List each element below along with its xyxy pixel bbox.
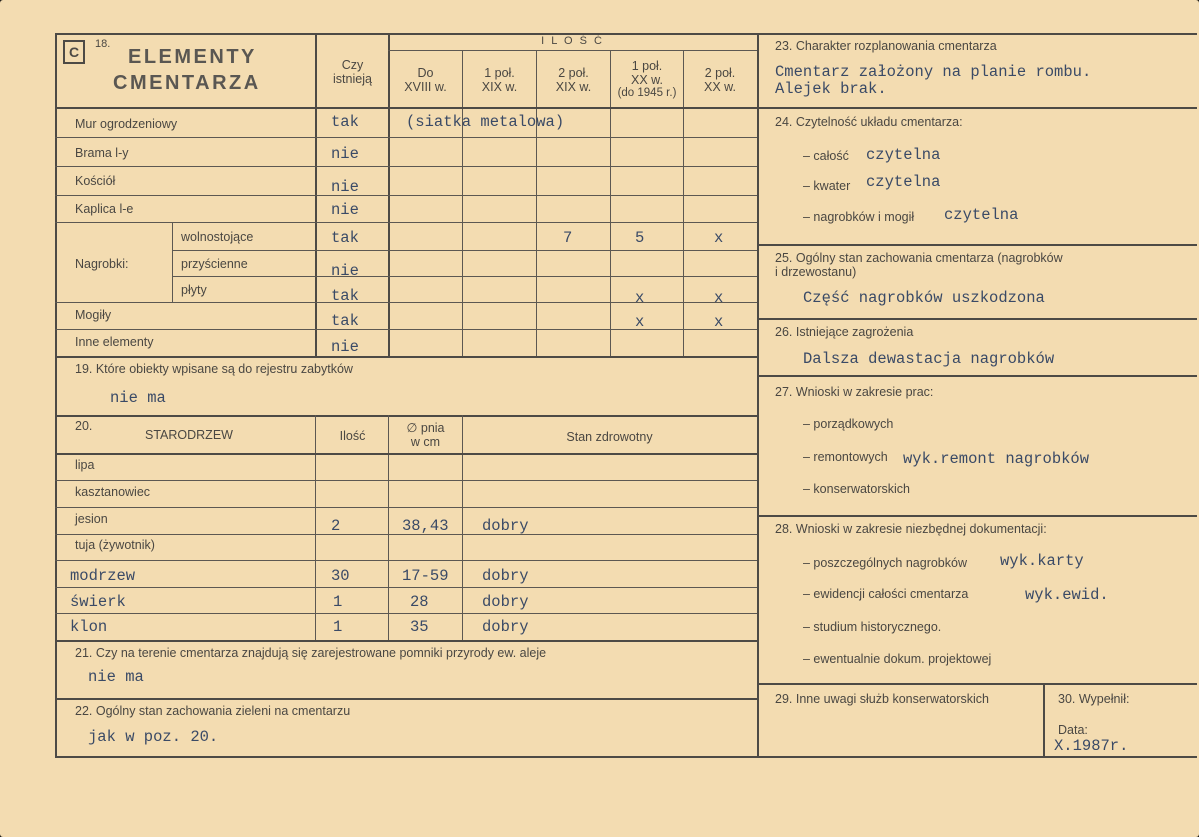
s18-col-2 [462,50,463,357]
s18-title-line1: ELEMENTY [128,46,257,68]
tree-name: modrzew [70,567,136,585]
s19-top [55,356,757,358]
s18-title-line2: CMENTARZA [113,72,261,94]
col1-header-l2: XVIII w. [404,80,447,94]
czy-header-l1: Czy [341,58,364,72]
s21-top [55,640,757,642]
s28-b-label: – ewidencji całości cmentarza [803,587,969,601]
s27-b-value: wyk.remont nagrobków [903,450,1090,468]
s28-d-label: – ewentualnie dokum. projektowej [803,652,992,666]
s20-row-line [55,560,757,561]
kaplica-label: Kaplica l-e [75,202,134,216]
plyty-value: tak [331,287,359,305]
tree-name: kasztanowiec [75,485,151,499]
czy-header-l2: istnieją [333,72,372,86]
s20-head-diam1: ∅ pnia [406,421,445,435]
panel-divider [757,33,759,758]
wolnostojace-value: tak [331,229,359,247]
tree-name: lipa [75,458,95,472]
s20-head-state: Stan zdrowotny [566,430,653,444]
s26-label: 26. Istniejące zagrożenia [775,325,914,339]
col3-header-l1: 2 poł. [558,66,589,80]
brama-value: nie [331,145,359,163]
s23-label: 23. Charakter rozplanowania cmentarza [775,39,997,53]
mur-value: tak [331,113,359,131]
wolnostojace-col5: x [714,229,724,247]
tree-name: świerk [70,593,126,611]
kaplica-value: nie [331,201,359,219]
inne-value: nie [331,338,359,356]
kosciol-value: nie [331,178,359,196]
s18-row-line [172,250,757,251]
inne-label: Inne elementy [75,335,154,349]
s22-label: 22. Ogólny stan zachowania zieleni na cmentarzu [75,704,351,718]
s19-value: nie ma [110,389,166,407]
s20-head-bottom [55,453,757,455]
tree-state: dobry [482,593,529,611]
s18-row-line [55,222,757,223]
col4-header-l3: (do 1945 r.) [617,87,677,99]
mogily-label: Mogiły [75,308,112,322]
nagrobki-label: Nagrobki: [75,257,129,271]
tree-diam: 35 [410,618,429,636]
s20-number: 20. [75,419,93,433]
s20-head-diam2: w cm [410,435,441,449]
przyscienne-value: nie [331,262,359,280]
tree-qty: 2 [331,517,341,535]
mogily-value: tak [331,312,359,330]
tree-name: tuja (żywotnik) [75,538,155,552]
s28-a-label: – poszczególnych nagrobków [803,556,967,570]
s24-a-value: czytelna [866,146,941,164]
s18-row-line [172,276,757,277]
s20-head-name: STARODRZEW [145,428,233,442]
plyty-label: płyty [181,283,207,297]
s20-col-qty [315,415,316,640]
mogily-col5: x [714,313,724,331]
s25-label-2: i drzewostanu) [775,265,857,279]
s24-b-label: – kwater [803,179,851,193]
mur-note: (siatka metalowa) [406,113,565,131]
s20-row-line [55,507,757,508]
tree-qty: 1 [333,618,343,636]
kosciol-label: Kościół [75,174,116,188]
s20-row-line [55,480,757,481]
section-c-box: C [63,40,85,64]
s24-c-label: – nagrobków i mogił [803,210,915,224]
s28-c-label: – studium historycznego. [803,620,942,634]
s18-row-line [55,195,757,196]
s20-head-qty: Ilość [339,429,366,443]
s24-c-value: czytelna [944,206,1019,224]
tree-diam: 38,43 [402,517,449,535]
s21-label: 21. Czy na terenie cmentarza znajdują się zarejestrowane pomniki przyrody ew. aleje [75,646,547,660]
brama-label: Brama l-y [75,146,129,160]
s18-ilosc-underline [388,50,757,51]
s18-row-line [55,302,757,303]
tree-state: dobry [482,567,529,585]
s22-top [55,698,757,700]
s26-bottom [757,375,1197,377]
col2-header-l2: XIX w. [481,80,518,94]
tree-state: dobry [482,618,529,636]
s21-value: nie ma [88,668,144,686]
plyty-col5: x [714,289,724,307]
s30-date-label: Data: [1058,723,1088,737]
tree-name: klon [70,618,108,636]
mogily-col4: x [635,313,645,331]
s23-line1: Cmentarz założony na planie rombu. [775,63,1092,81]
s19-label: 19. Które obiekty wpisane są do rejestru zabytków [75,362,353,376]
frame-bottom [55,756,1197,758]
nagrobki-divider [172,222,173,302]
s30-date-value: X.1987r. [1054,737,1129,755]
s25-value: Część nagrobków uszkodzona [803,289,1045,307]
tree-qty: 30 [331,567,350,585]
col4-header-l1: 1 poł. [631,59,663,73]
ilosc-header: I L O Ś Ć [541,35,604,47]
s22-value: jak w poz. 20. [88,728,219,746]
s29-s30-divider [1043,683,1045,758]
s24-a-label: – całość [803,149,849,163]
tree-state: dobry [482,517,529,535]
s20-row-line [55,587,757,588]
s28-label: 28. Wnioski w zakresie niezbędnej dokumentacji: [775,522,1047,536]
wolnostojace-col3: 7 [563,229,573,247]
tree-diam: 17-59 [402,567,449,585]
s28-a-value: wyk.karty [1000,552,1084,570]
s23-bottom [757,107,1197,109]
s18-row-line [55,329,757,330]
wolnostojace-label: wolnostojące [181,230,254,244]
tree-diam: 28 [410,593,429,611]
s24-bottom [757,244,1197,246]
s28-bottom [757,683,1197,685]
col3-header-l2: XIX w. [555,80,592,94]
s30-label: 30. Wypełnił: [1058,692,1130,706]
plyty-col4: x [635,289,645,307]
wolnostojace-col4: 5 [635,229,645,247]
s24-b-value: czytelna [866,173,941,191]
col1-header-l1: Do [417,66,434,80]
col5-header-l1: 2 poł. [704,66,736,80]
s20-top [55,415,757,417]
col2-header-l1: 1 poł. [484,66,515,80]
s26-value: Dalsza dewastacja nagrobków [803,350,1055,368]
s28-b-value: wyk.ewid. [1025,586,1109,604]
s27-label: 27. Wnioski w zakresie prac: [775,385,934,399]
mur-label: Mur ogrodzeniowy [75,117,178,131]
s27-a-label: – porządkowych [803,417,894,431]
s18-col-3 [536,50,537,357]
s29-label: 29. Inne uwagi służb konserwatorskich [775,692,990,706]
s24-label: 24. Czytelność układu cmentarza: [775,115,963,129]
s27-c-label: – konserwatorskich [803,482,910,496]
s27-bottom [757,515,1197,517]
s20-row-line [55,613,757,614]
s23-line2: Alejek brak. [775,80,887,98]
tree-qty: 1 [333,593,343,611]
s25-label-1: 25. Ogólny stan zachowania cmentarza (nagrobków [775,251,1063,265]
s18-number: 18. [95,38,111,50]
przyscienne-label: przyścienne [181,257,248,271]
col5-header-l2: XX w. [704,80,736,94]
s25-bottom [757,318,1197,320]
frame-left [55,33,57,758]
tree-name: jesion [75,512,108,526]
s18-row-line [55,166,757,167]
s27-b-label: – remontowych [803,450,888,464]
col4-header-l2: XX w. [631,73,663,87]
s18-row-line [55,137,757,138]
s18-header-bottom [55,107,757,109]
